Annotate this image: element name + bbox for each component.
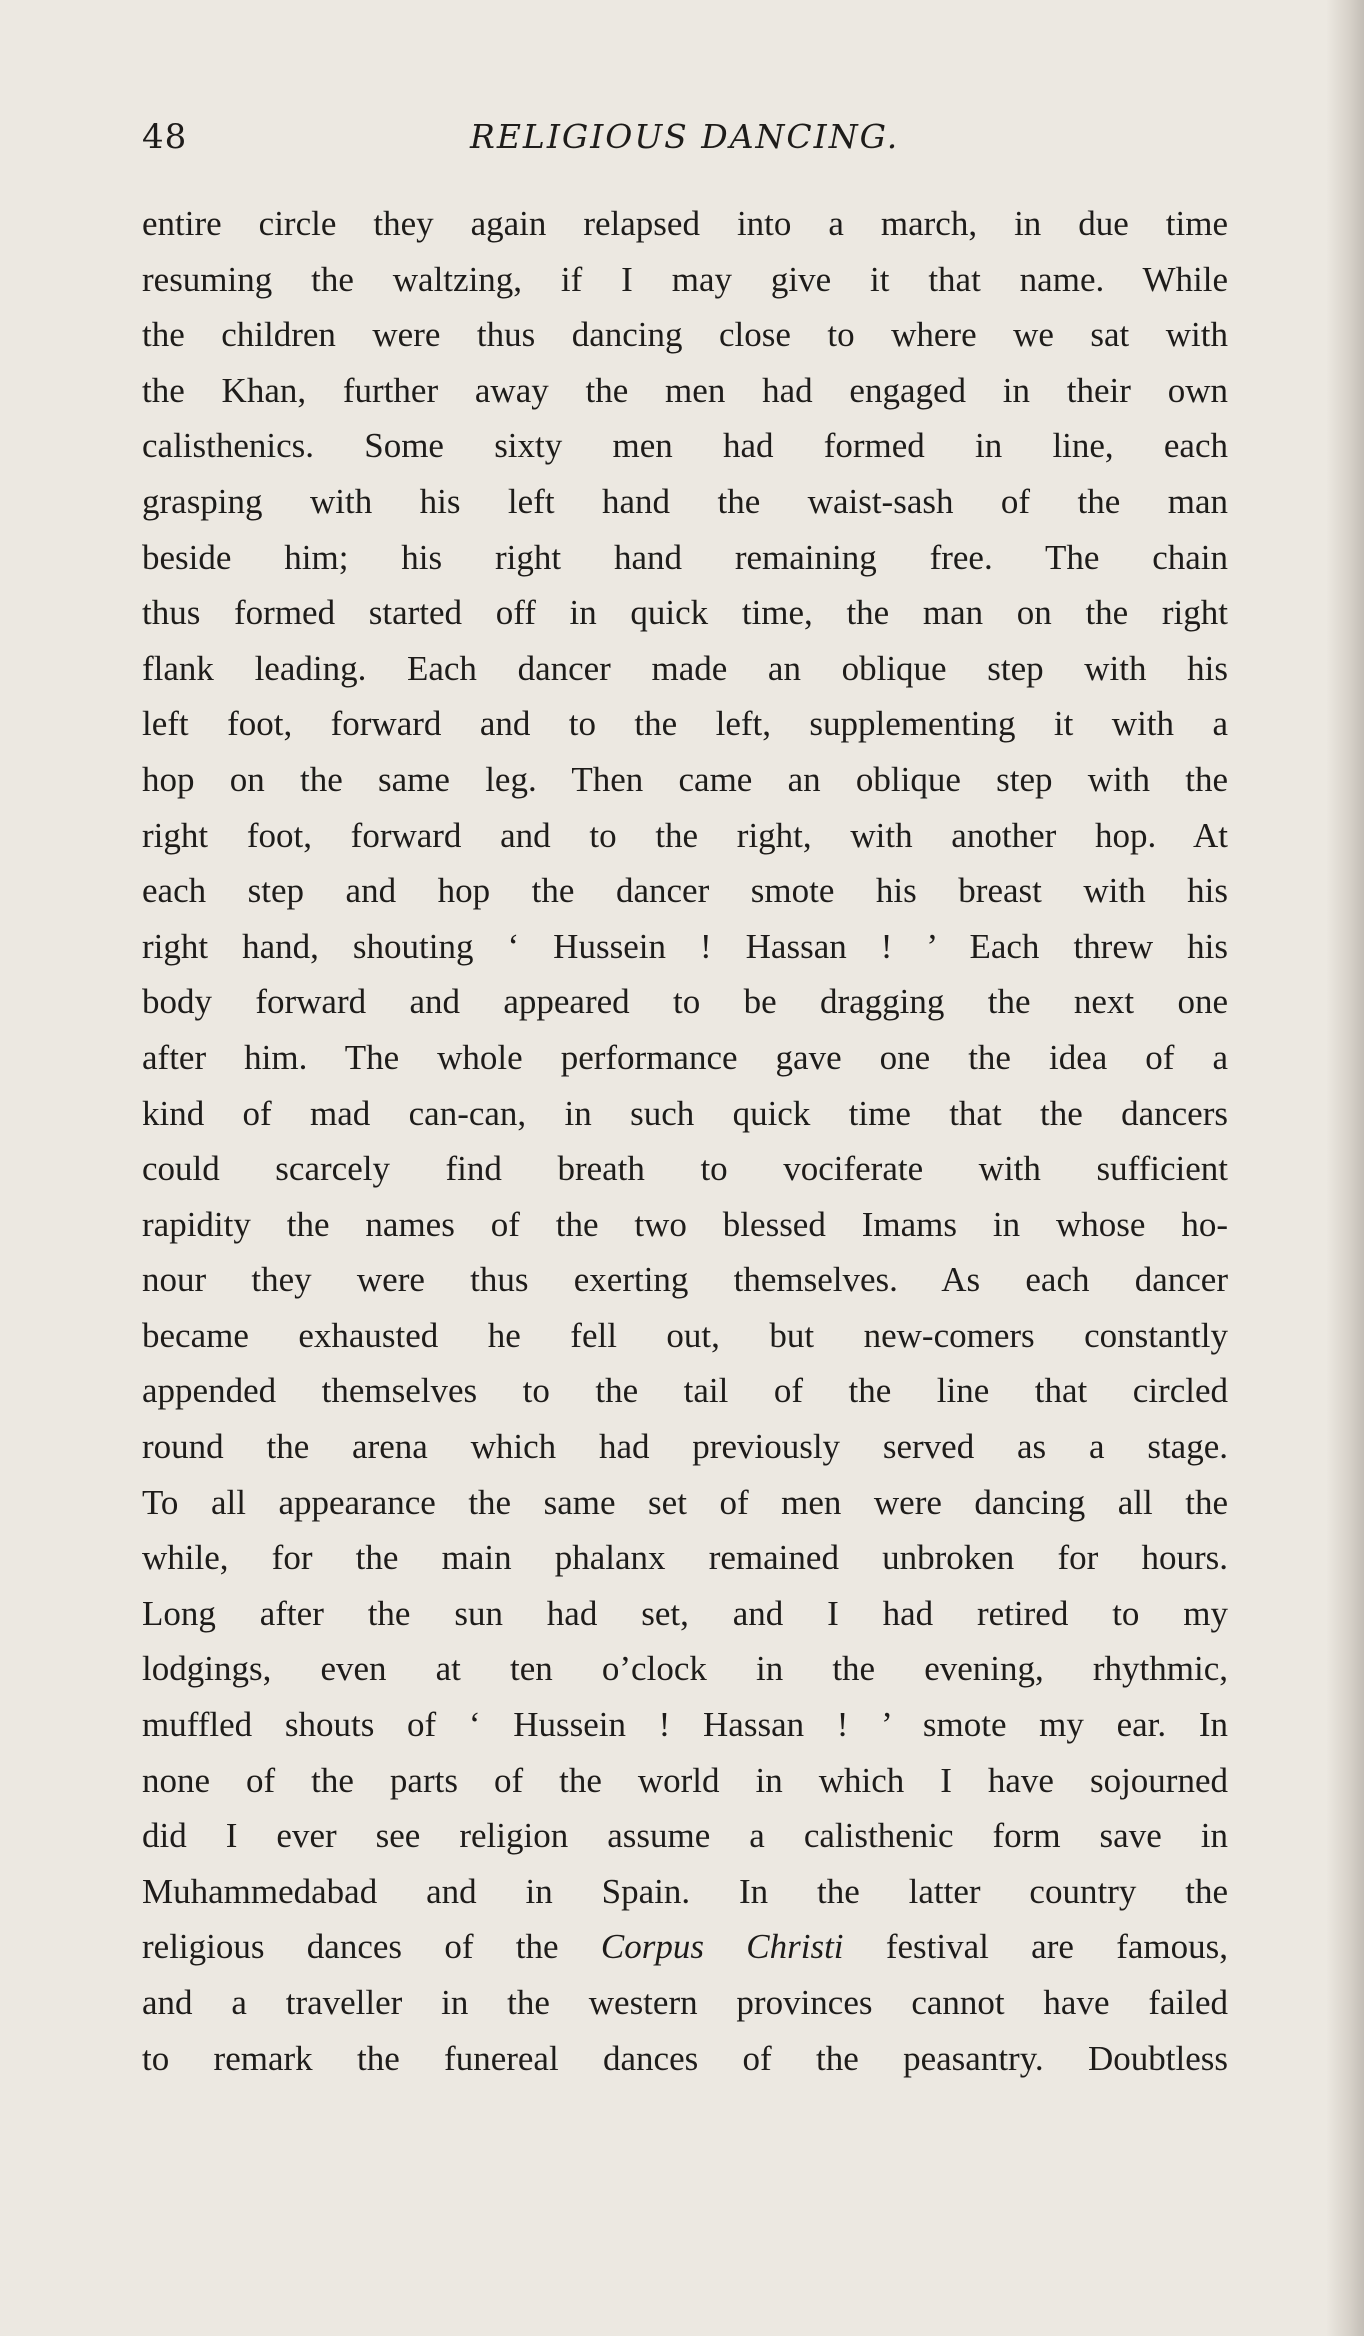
text-line: the children were thus dancing close to where we sat with: [142, 315, 1228, 355]
page-number: 48: [142, 117, 188, 157]
text-line-corpus-christi: [142, 1919, 1228, 1975]
text-line: round the arena which had previously served as a stage.: [142, 1427, 1228, 1467]
text-line: to remark the funereal dances of the peasantry. Doubtless: [142, 2038, 1228, 2078]
text-line: left foot, forward and to the left, supplementing it with a: [142, 704, 1228, 744]
text-line: while, for the main phalanx remained unbroken for hours.: [142, 1538, 1228, 1578]
text-line: grasping with his left hand the waist-sash of the man: [142, 481, 1228, 521]
text-line: body forward and appeared to be dragging the next one: [142, 982, 1228, 1022]
page-header: [0, 112, 1364, 162]
text-line: appended themselves to the tail of the line that circled: [142, 1371, 1228, 1411]
text-line: after him. The whole performance gave one the idea of a: [142, 1037, 1228, 1077]
text-line: calisthenics. Some sixty men had formed in line, each: [142, 426, 1228, 466]
text-line: hop on the same leg. Then came an oblique step with the: [142, 759, 1228, 799]
text-segment: festival are famous,: [885, 1927, 1228, 1967]
text-line: To all appearance the same set of men were dancing all the: [142, 1482, 1228, 1522]
text-line: rapidity the names of the two blessed Imams in whose ho-: [142, 1204, 1228, 1244]
text-line: none of the parts of the world in which I have sojourned: [142, 1760, 1228, 1800]
text-line: resuming the waltzing, if I may give it that name. While: [142, 259, 1228, 299]
text-line: did I ever see religion assume a calisthenic form save in: [142, 1816, 1228, 1856]
text-line: each step and hop the dancer smote his breast with his: [142, 871, 1228, 911]
text-line: entire circle they again relapsed into a march, in due time: [142, 204, 1228, 243]
text-line: flank leading. Each dancer made an oblique step with his: [142, 648, 1228, 688]
text-line: kind of mad can-can, in such quick time that the dancers: [142, 1093, 1228, 1133]
text-line: nour they were thus exerting themselves. As each dancer: [142, 1260, 1228, 1300]
text-line: right hand, shouting ‘ Hussein ! Hassan ! ’ Each threw his: [142, 926, 1228, 966]
italic-title-corpus-christi: Corpus Christi: [600, 1927, 844, 1967]
text-line: could scarcely find breath to vociferate with sufficient: [142, 1149, 1228, 1189]
text-line: and a traveller in the western provinces cannot have failed: [142, 1983, 1228, 2022]
text-line: became exhausted he fell out, but new-comers constantly: [142, 1315, 1228, 1355]
text-line: beside him; his right hand remaining free. The chain: [142, 537, 1228, 577]
text-line: lodgings, even at ten o’clock in the evening, rhythmic,: [142, 1649, 1228, 1689]
text-line: right foot, forward and to the right, with another hop. At: [142, 815, 1228, 855]
body-text: [142, 196, 1228, 2086]
text-segment: religious dances of the: [142, 1927, 559, 1967]
text-line: Muhammedabad and in Spain. In the latter country the: [142, 1871, 1228, 1911]
text-line: muffled shouts of ‘ Hussein ! Hassan ! ’ smote my ear. In: [142, 1705, 1228, 1745]
running-head: RELIGIOUS DANCING.: [470, 117, 900, 156]
text-line: the Khan, further away the men had engaged in their own: [142, 370, 1228, 410]
page-edge-shadow: [1326, 0, 1364, 2336]
text-line: Long after the sun had set, and I had retired to my: [142, 1593, 1228, 1633]
text-line: thus formed started off in quick time, the man on the right: [142, 593, 1228, 633]
